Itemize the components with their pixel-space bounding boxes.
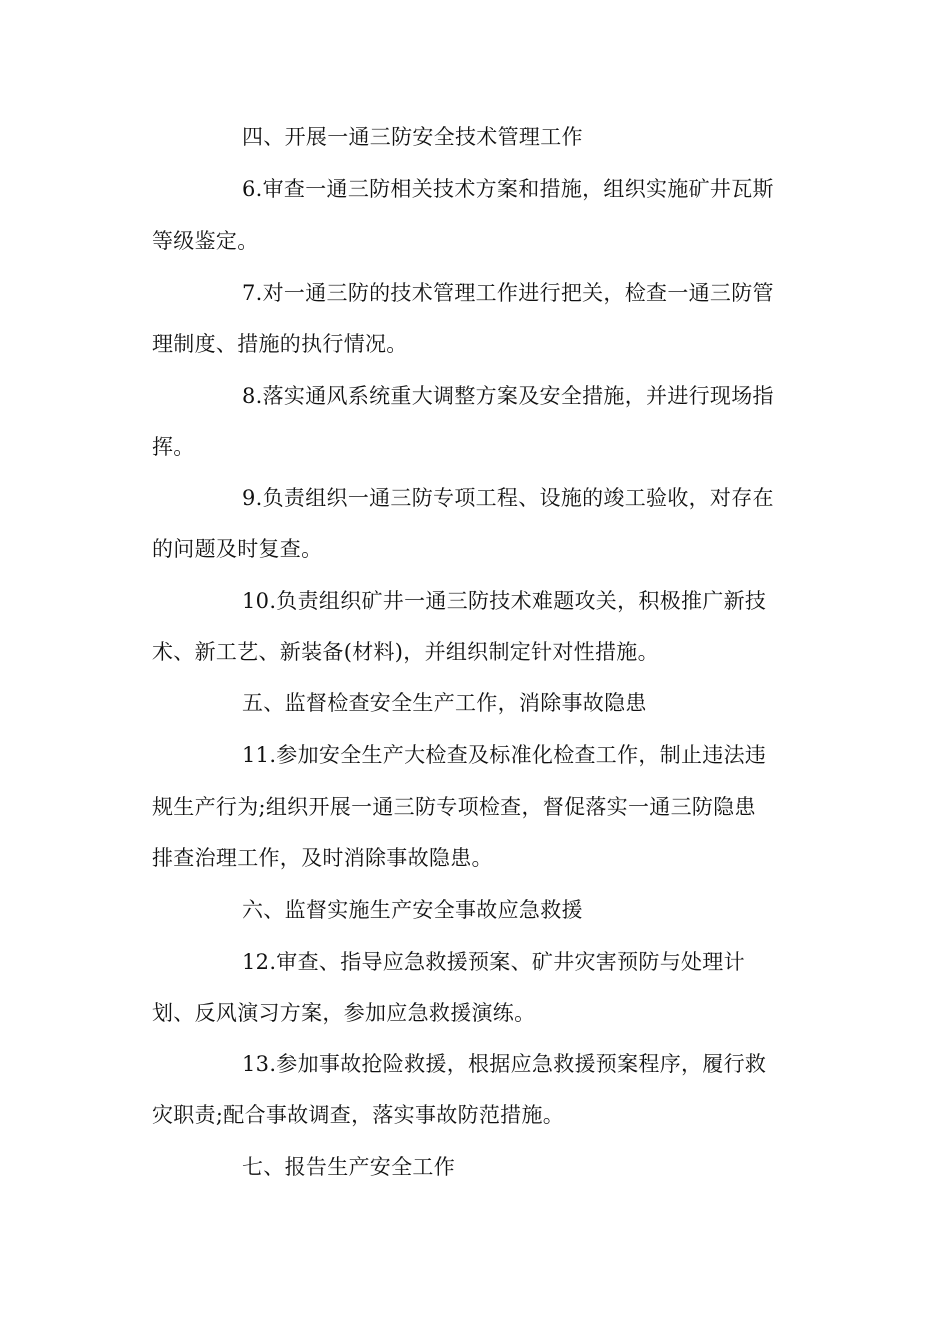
paragraph-6-line-1: 6.审查一通三防相关技术方案和措施，组织实施矿井瓦斯 <box>242 177 774 201</box>
paragraph-12-line-2: 划、反风演习方案，参加应急救援演练。 <box>152 1001 536 1025</box>
paragraph-8-line-2: 挥。 <box>152 435 195 459</box>
paragraph-9-line-1: 9.负责组织一通三防专项工程、设施的竣工验收，对存在 <box>242 486 774 510</box>
paragraph-12-line-1: 12.审查、指导应急救援预案、矿井灾害预防与处理计 <box>242 950 745 974</box>
section-heading-6: 六、监督实施生产安全事故应急救援 <box>242 898 583 922</box>
paragraph-11-line-2: 规生产行为;组织开展一通三防专项检查，督促落实一通三防隐患 <box>152 795 756 819</box>
paragraph-9-line-2: 的问题及时复查。 <box>152 537 323 561</box>
paragraph-10-line-2: 术、新工艺、新装备(材料)，并组织制定针对性措施。 <box>152 640 659 664</box>
paragraph-6-line-2: 等级鉴定。 <box>152 229 259 253</box>
paragraph-13-line-2: 灾职责;配合事故调查，落实事故防范措施。 <box>152 1103 565 1127</box>
paragraph-11-line-3: 排查治理工作，及时消除事故隐患。 <box>152 846 493 870</box>
section-heading-5: 五、监督检查安全生产工作，消除事故隐患 <box>242 691 647 715</box>
paragraph-7-line-2: 理制度、措施的执行情况。 <box>152 332 408 356</box>
paragraph-7-line-1: 7.对一通三防的技术管理工作进行把关，检查一通三防管 <box>242 281 774 305</box>
paragraph-10-line-1: 10.负责组织矿井一通三防技术难题攻关，积极推广新技 <box>242 589 767 613</box>
paragraph-11-line-1: 11.参加安全生产大检查及标准化检查工作，制止违法违 <box>242 743 767 767</box>
paragraph-13-line-1: 13.参加事故抢险救援，根据应急救援预案程序，履行救 <box>242 1052 767 1076</box>
section-heading-7: 七、报告生产安全工作 <box>242 1155 455 1179</box>
section-heading-4: 四、开展一通三防安全技术管理工作 <box>242 125 583 149</box>
paragraph-8-line-1: 8.落实通风系统重大调整方案及安全措施，并进行现场指 <box>242 384 774 408</box>
